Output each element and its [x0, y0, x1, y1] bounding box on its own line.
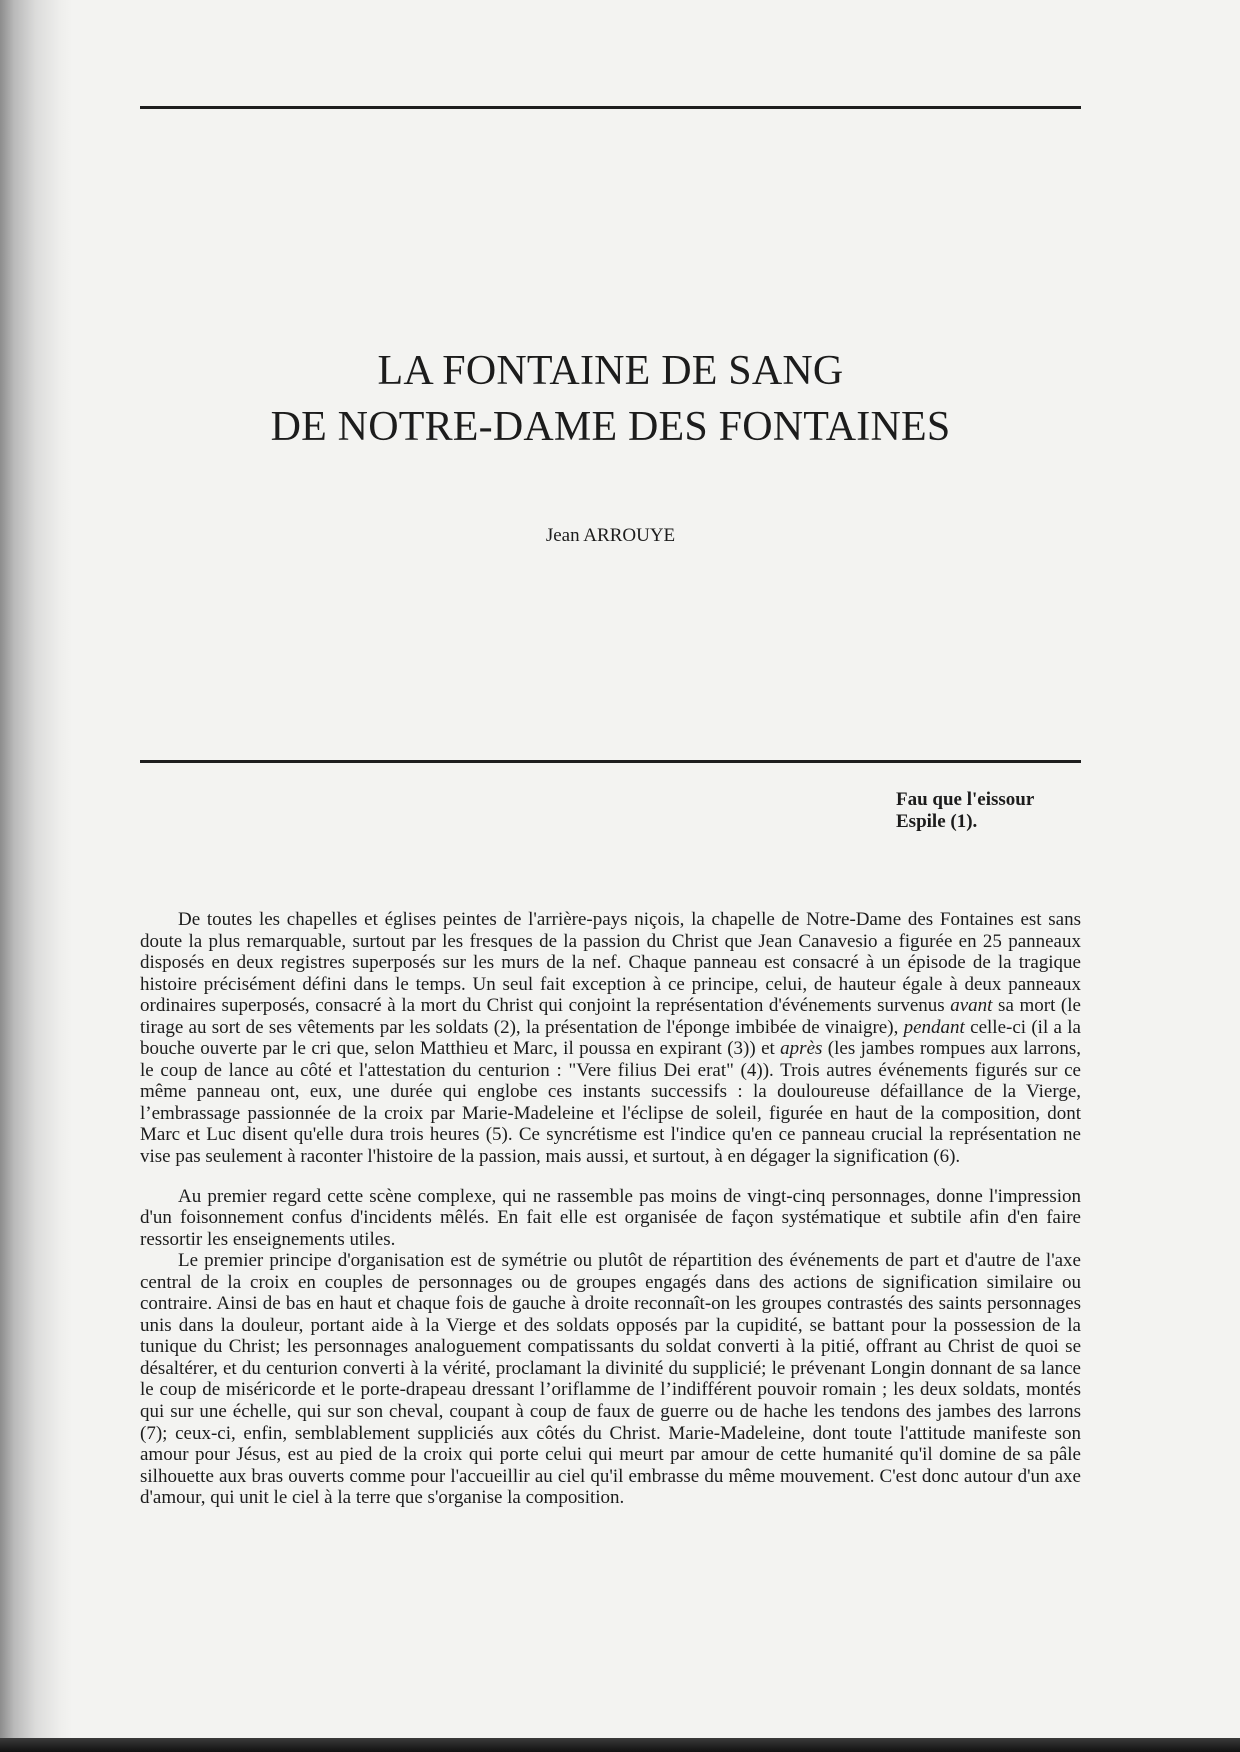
- page-binding-shadow: [0, 0, 72, 1752]
- title-line-2: DE NOTRE-DAME DES FONTAINES: [270, 404, 951, 450]
- paragraph-1-seg-7: (les jambes rompues aux larrons, le coup de lance au côté et l'attestation du centurion : "Vere filius Dei erat" (4)). Trois autres événements figurés sur ce même panneau ont, eux, une durée qui englobe ces instants successifs : la douloureuse défaillance de la Vierge, l’embrassage passionnée de la croix par Marie-Madeleine et l'éclipse de soleil, figurée en haut de la composition, dont Marc et Luc disent qu'elle dura trois heures (5). Ce syncrétisme est l'indice qu'en ce panneau crucial la représentation ne vise pas seulement à raconter l'histoire de la passion, mais aussi, et surtout, à en dégager la signification (6).: [140, 1038, 1081, 1168]
- paragraph-1: [140, 909, 1081, 1168]
- paragraph-1-seg-5: celle-ci (il a la bouche ouverte par le cri que, selon Matthieu et Marc, il poussa en expirant (3)) et: [140, 1016, 1081, 1060]
- page-bottom-edge: [0, 1738, 1240, 1752]
- paragraph-1-seg-1: De toutes les chapelles et églises peintes de l'arrière-pays niçois, la chapelle de Notre-Dame des Fontaines est sans doute la plus remarquable, surtout par les fresques de la passion du Christ que Jean Canavesio a figurée en 25 panneaux disposés en deux registres superposés sur les murs de la nef. Chaque panneau est consacré à un épisode de la tragique histoire précisément défini dans le temps. Un seul fait exception à ce principe, celui, de hauteur égale à deux panneaux ordinaires superposés, consacré à la mort du Christ qui conjoint la représentation d'événements survenus: [140, 909, 1081, 1017]
- top-rule: [140, 106, 1081, 109]
- paragraph-1-seg-2: avant: [950, 995, 993, 1017]
- paragraph-1-seg-6: après: [780, 1038, 823, 1060]
- paragraph-3: [140, 1250, 1081, 1509]
- article-title: [140, 343, 1081, 455]
- section-rule: [140, 760, 1081, 763]
- paragraph-2: [140, 1186, 1081, 1251]
- paragraph-3-seg-1: Le premier principe d'organisation est de symétrie ou plutôt de répartition des événements de part et d'autre de l'axe central de la croix en couples de personnages ou de groupes engagés dans des actions de signification similaire ou contraire. Ainsi de bas en haut et chaque fois de gauche à droite reconnaît-on les groupes contrastés des saints personnages unis dans la douleur, portant aide à la Vierge et des soldats opposés par la cupidité, se battant pour la possession de la tunique du Christ; les personnages analoguement compatissants du soldat converti à la pitié, offrant au Christ de quoi se désaltérer, et du centurion converti à la vérité, proclamant la divinité du supplicié; le prévenant Longin donnant de sa lance le coup de miséricorde et le porte-drapeau dressant l’oriflamme de l’indifférent pouvoir romain ; les deux soldats, montés qui sur une échelle, qui sur son cheval, coupant à coup de faux de guerre ou de hache les tendons des jambes des larrons (7); ceux-ci, enfin, semblablement suppliciés aux côtés du Christ. Marie-Madeleine, dont toute l'attitude manifeste son amour pour Jésus, est au pied de la croix qui porte celui qui meurt par amour de cette humanité qu'il domine de sa pâle silhouette aux bras ouverts comme pour l'accueillir au ciel qu'il embrasse du même mouvement. C'est donc autour d'un axe d'amour, qui unit le ciel à la terre que s'organise la composition.: [140, 1250, 1081, 1509]
- paragraph-1-seg-4: pendant: [903, 1016, 965, 1038]
- epigraph-line-1: Fau que l'eissour: [896, 789, 1035, 810]
- epigraph: [896, 789, 1086, 833]
- title-line-1: LA FONTAINE DE SANG: [377, 348, 844, 394]
- article-body: [140, 909, 1081, 1509]
- author-name: Jean ARROUYE: [545, 525, 676, 546]
- paragraph-2-seg-1: Au premier regard cette scène complexe, qui ne rassemble pas moins de vingt-cinq personnages, donne l'impression d'un foisonnement confus d'incidents mêlés. En fait elle est organisée de façon systématique et subtile afin d'en faire ressortir les enseignements utiles.: [140, 1185, 1081, 1250]
- paragraph-1-seg-3: sa mort (le tirage au sort de ses vêtements par les soldats (2), la présentation de l'éponge imbibée de vinaigre),: [140, 995, 1081, 1038]
- epigraph-line-2: Espile (1).: [896, 811, 978, 832]
